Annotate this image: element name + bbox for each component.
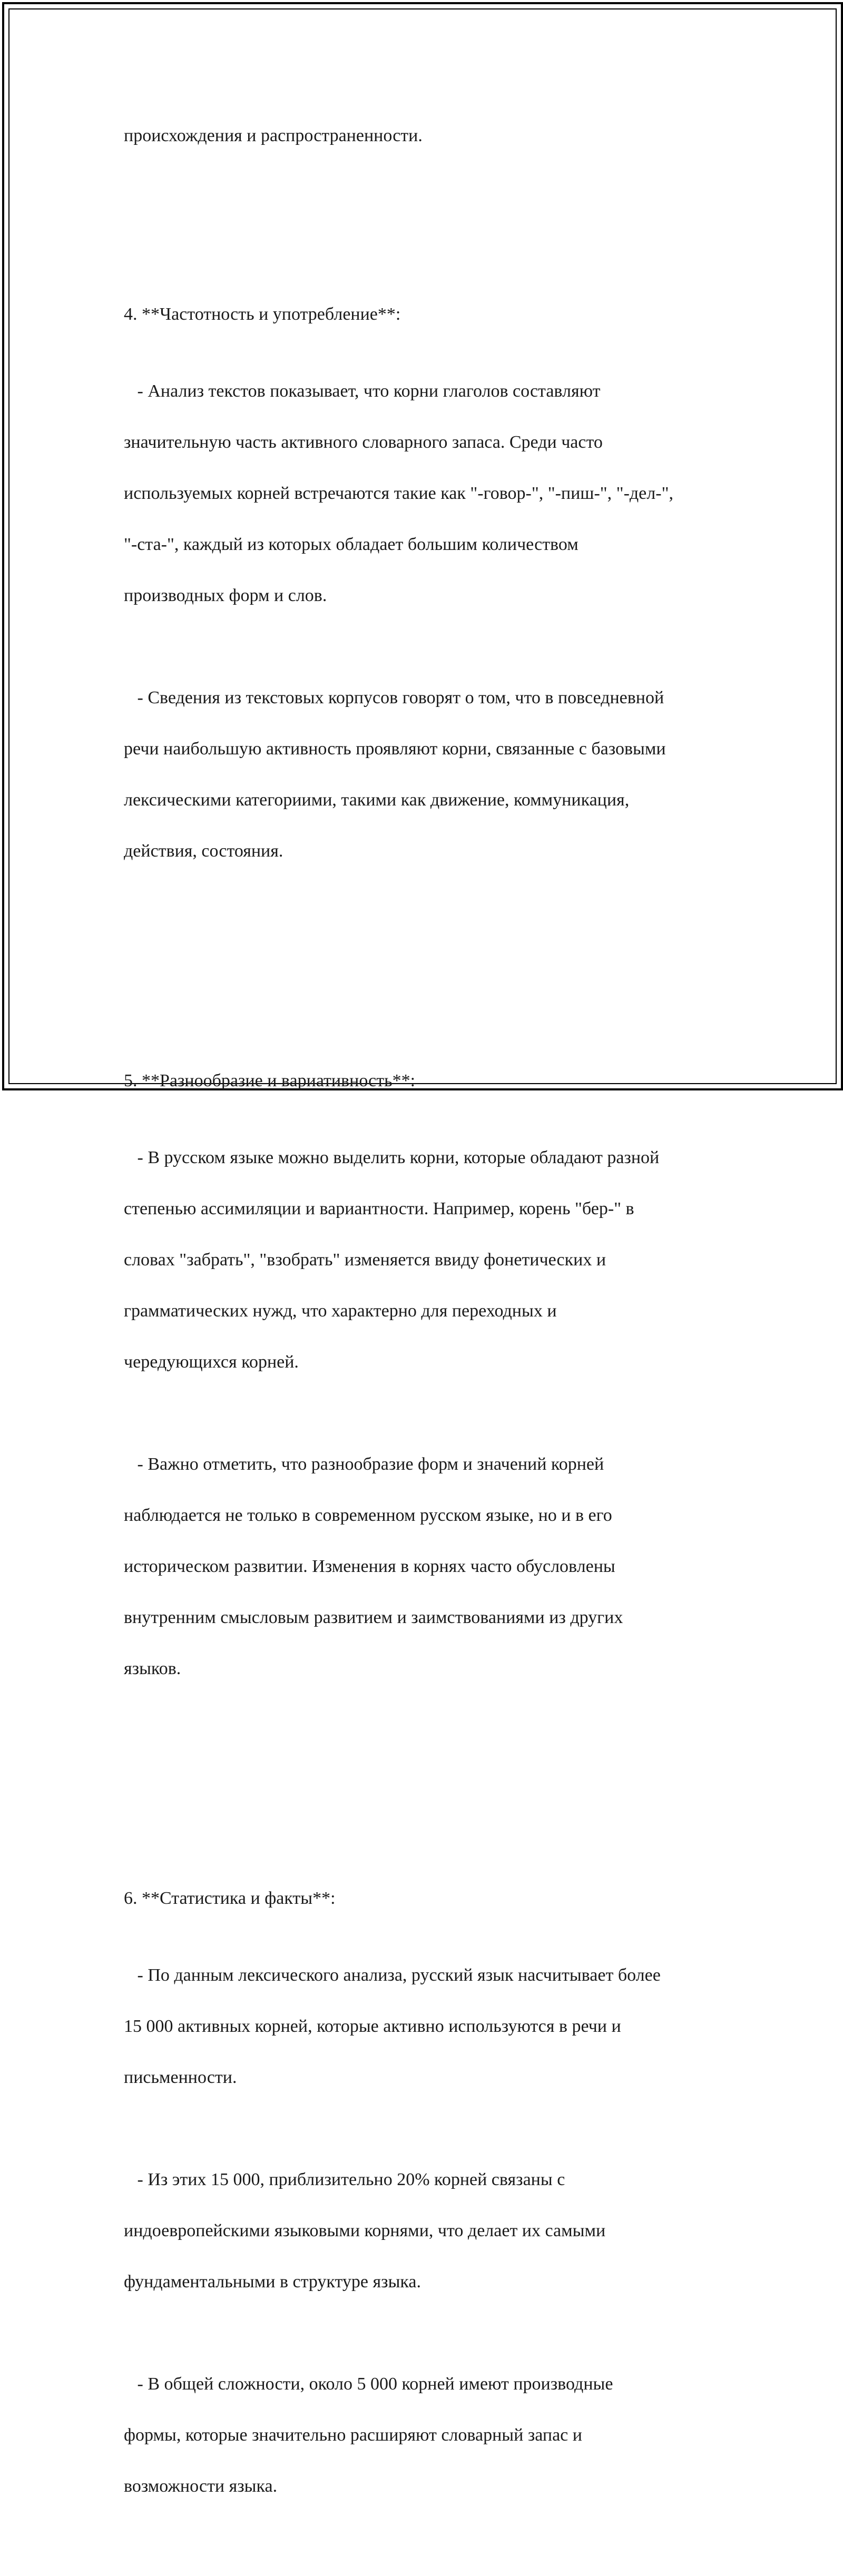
paragraph	[124, 2346, 730, 2525]
text-line: индоевропейскими языковыми корнями, что делает их самыми	[124, 2220, 606, 2240]
paragraph	[124, 1426, 730, 1707]
text-line: фундаментальными в структуре языка.	[124, 2272, 422, 2292]
document-body	[124, 97, 730, 2576]
text-line: производных форм и слов.	[124, 585, 327, 605]
text-line: - Анализ текстов показывает, что корни глаголов составляют	[124, 381, 601, 401]
paragraph	[124, 353, 730, 634]
section-frequency	[124, 277, 730, 916]
text-line: "-ста-", каждый из которых обладает большим количеством	[124, 534, 579, 554]
text-line: - Из этих 15 000, приблизительно 20% корней связаны с	[124, 2169, 565, 2189]
text-line: возможности языка.	[124, 2476, 278, 2496]
section-heading: 4. **Частотность и употребление**:	[124, 304, 401, 324]
section-gap	[124, 1758, 730, 1784]
text-line: словах "забрать", "взобрать" изменяется ввиду фонетических и	[124, 1250, 606, 1270]
text-line: используемых корней встречаются такие как "-говор-", "-пиш-", "-дел-",	[124, 483, 673, 503]
section-gap	[124, 174, 730, 200]
text-line: историческом развитии. Изменения в корнях часто обусловлены	[124, 1556, 615, 1576]
text-line: 15 000 активных корней, которые активно используются в речи и	[124, 2016, 621, 2036]
text-line: речи наибольшую активность проявляют корни, связанные с базовыми	[124, 739, 666, 759]
text-line: чередующихся корней.	[124, 1352, 299, 1372]
text-line: лексическими категориими, такими как движение, коммуникация,	[124, 790, 630, 810]
text-line: письменности.	[124, 2067, 237, 2087]
section-heading: 6. **Статистика и факты**:	[124, 1889, 336, 1908]
section-diversity	[124, 1043, 730, 1733]
text-line: языков.	[124, 1658, 181, 1678]
text-line: степенью ассимиляции и вариантности. Например, корень "бер-" в	[124, 1198, 634, 1218]
text-line: значительную часть активного словарного запаса. Среди часто	[124, 432, 603, 452]
text-line: - В русском языке можно выделить корни, которые обладают разной	[124, 1147, 660, 1167]
paragraph	[124, 660, 730, 890]
text-line: - Важно отметить, что разнообразие форм и значений корней	[124, 1454, 604, 1474]
intro-line: происхождения и распространенности.	[124, 125, 423, 145]
text-line: - В общей сложности, около 5 000 корней имеют производные	[124, 2374, 613, 2394]
text-line: - По данным лексического анализа, русский язык насчитывает более	[124, 1965, 661, 1985]
paragraph	[124, 1937, 730, 2116]
text-line: действия, состояния.	[124, 841, 283, 861]
text-line: внутренним смысловым развитием и заимствованиями из других	[124, 1607, 623, 1627]
section-statistics	[124, 1861, 730, 2551]
paragraph	[124, 2141, 730, 2321]
text-line: грамматических нужд, что характерно для переходных и	[124, 1301, 557, 1321]
section-gap	[124, 941, 730, 967]
text-line: формы, которые значительно расширяют словарный запас и	[124, 2425, 582, 2445]
paragraph	[124, 1119, 730, 1401]
text-line: - Сведения из текстовых корпусов говорят о том, что в повседневной	[124, 687, 664, 707]
text-line: наблюдается не только в современном русском языке, но и в его	[124, 1505, 612, 1525]
section-heading: 5. **Разнообразие и вариативность**:	[124, 1071, 416, 1090]
